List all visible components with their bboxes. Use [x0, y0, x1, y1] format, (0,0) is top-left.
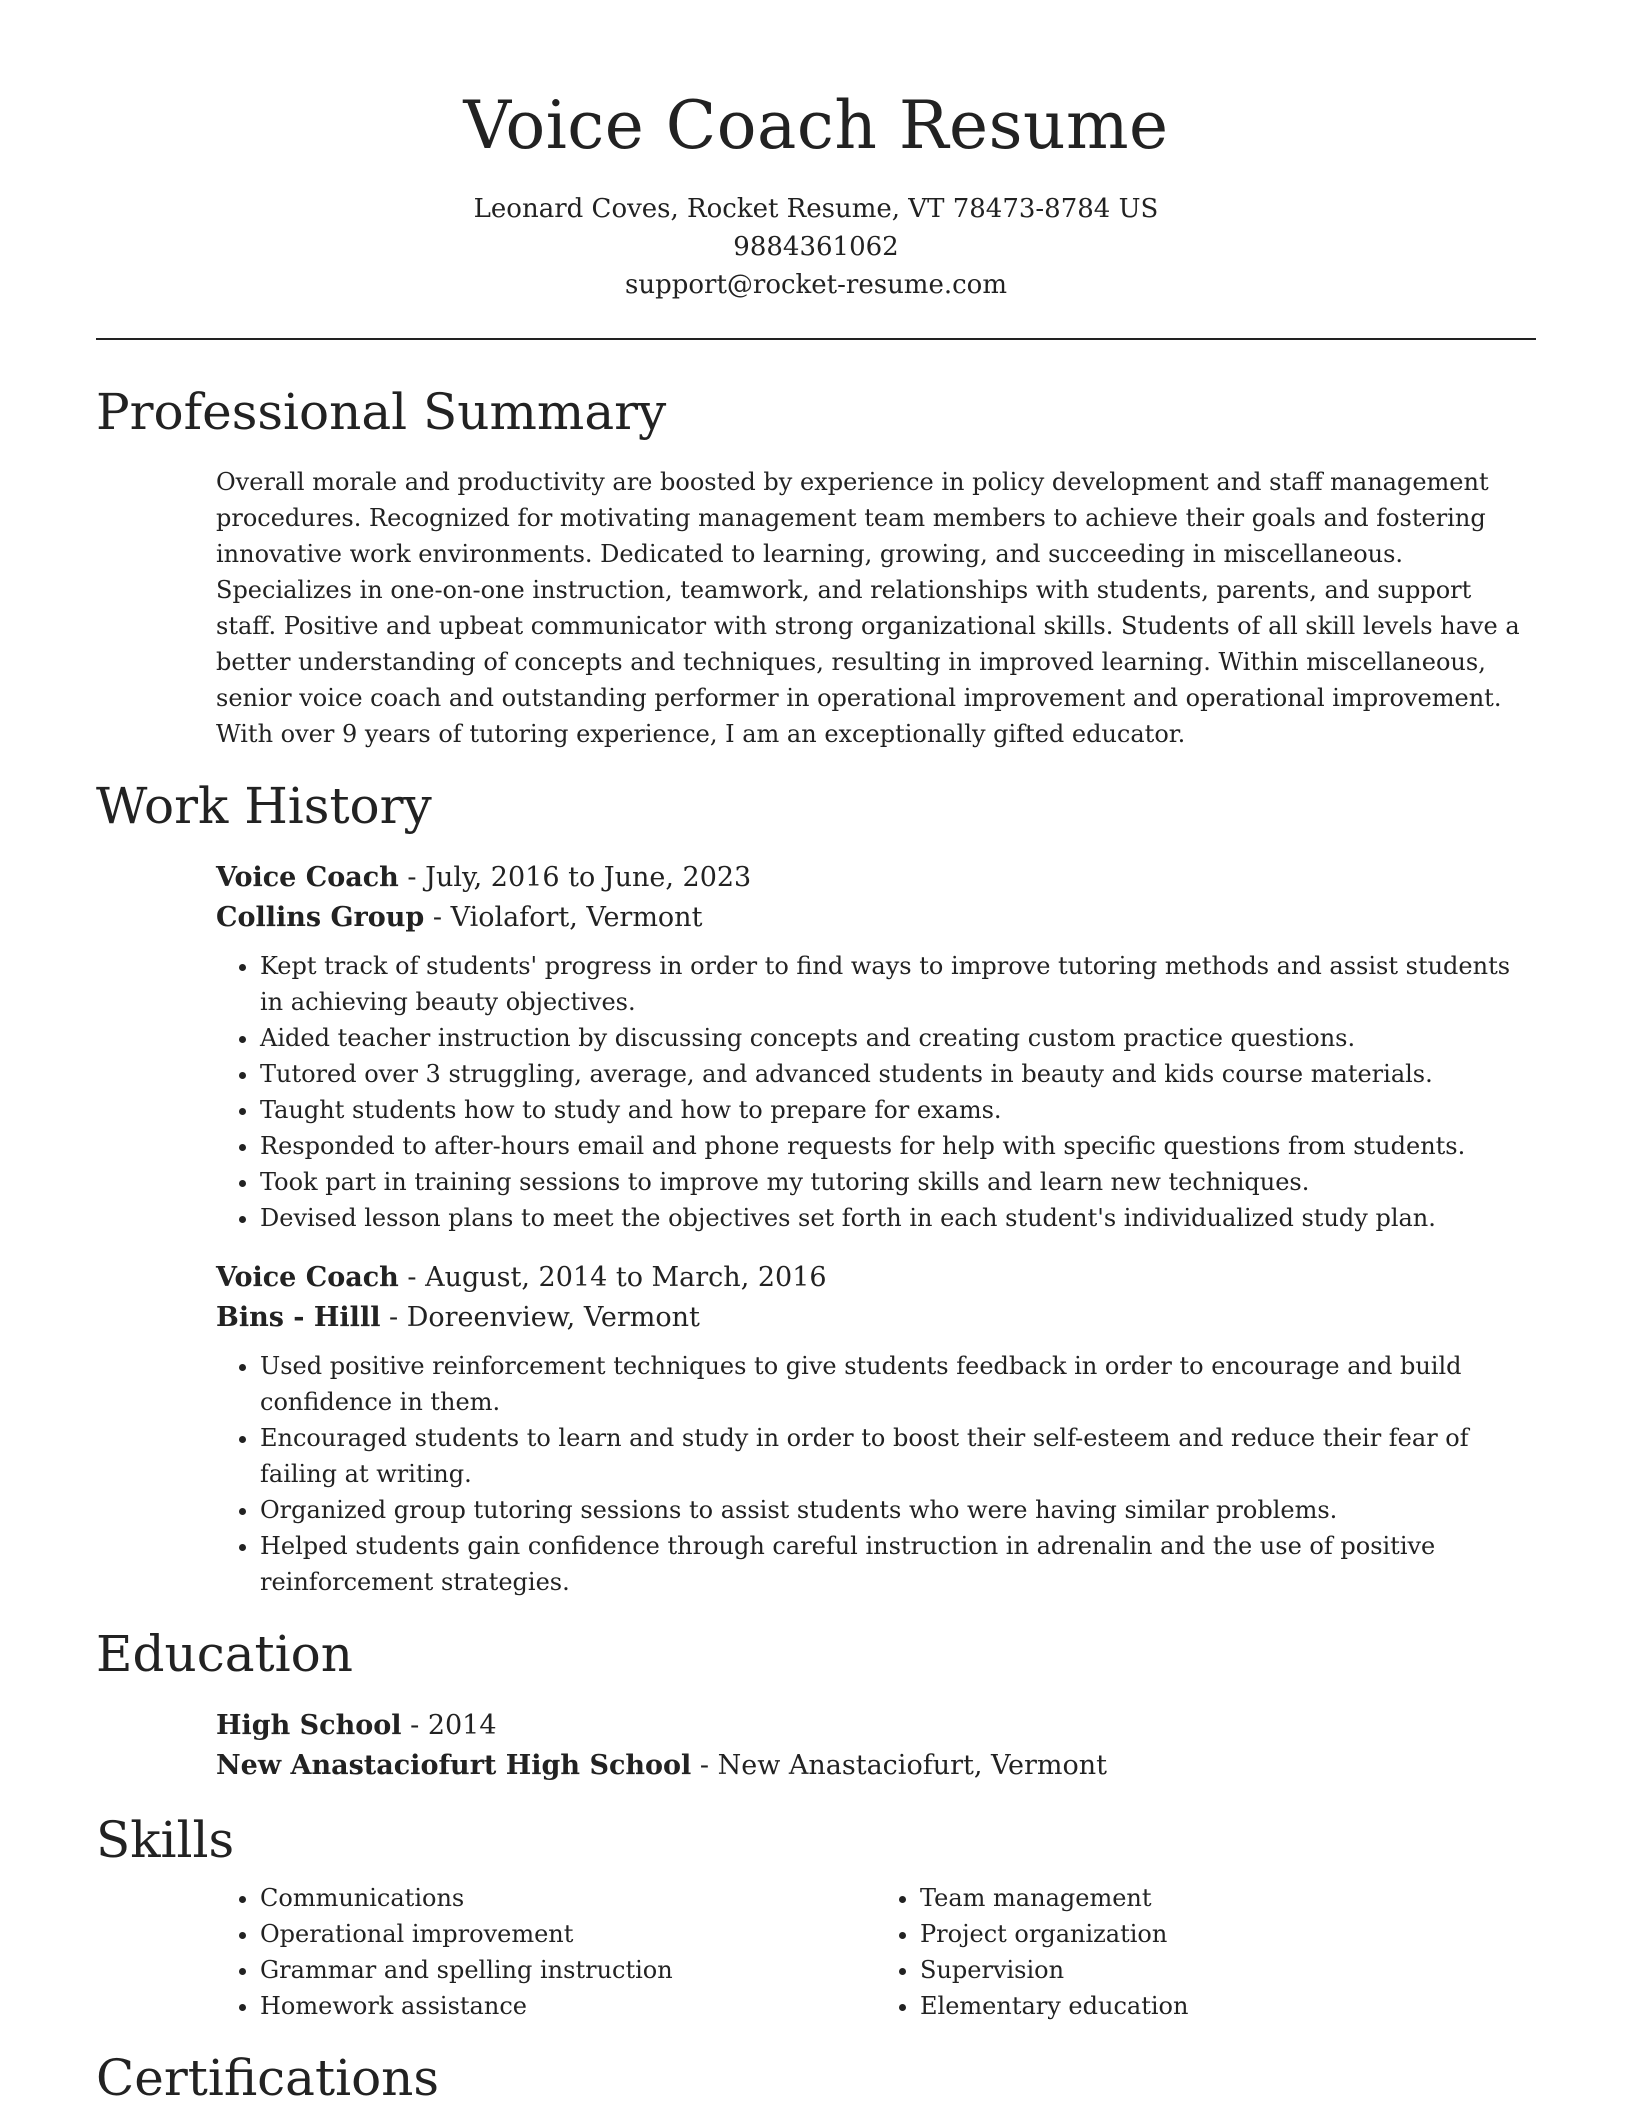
job-company-line	[216, 898, 1536, 938]
job-title: Voice Coach	[216, 1262, 399, 1293]
resume-page	[96, 0, 1536, 2108]
job-title-line	[216, 1258, 1536, 1298]
education-degree: High School	[216, 1710, 402, 1741]
job-bullet: • Responded to after-hours email and phone requests for help with specific questions from students.	[260, 1128, 1536, 1164]
education-section	[96, 1624, 1536, 1786]
skills-columns	[216, 1880, 1536, 2024]
resume-header	[96, 0, 1536, 340]
summary-text: Overall morale and productivity are boosted by experience in policy development and staff management procedures. Recognized for motivating management team members to achieve their goals and fostering innovative work environments. Dedicated to learning, growing, and succeeding in miscellaneous. Specializes in one-on-one instruction, teamwork, and relationships with students, parents, and support staff. Positive and upbeat communicator with strong organizational skills. Students of all skill levels have a better understanding of concepts and techniques, resulting in improved learning. Within miscellaneous, senior voice coach and outstanding performer in operational improvement and operational improvement. With over 9 years of tutoring experience, I am an exceptionally gifted educator.	[216, 468, 1520, 748]
job-bullet: • Encouraged students to learn and study in order to boost their self-esteem and reduce their fear of failing at writing.	[260, 1420, 1536, 1492]
contact-email: support@rocket-resume.com	[624, 270, 1007, 300]
job-bullet: • Taught students how to study and how to prepare for exams.	[260, 1092, 1536, 1128]
job-dates: - July, 2016 to June, 2023	[398, 862, 752, 893]
education-location: - New Anastaciofurt, Vermont	[691, 1750, 1108, 1781]
job-title: Voice Coach	[216, 862, 399, 893]
work-history-section	[96, 776, 1536, 1600]
contact-block	[96, 190, 1536, 304]
skill-item: • Supervision	[920, 1952, 1536, 1988]
skill-item: • Project organization	[920, 1916, 1536, 1952]
job-bullet: • Tutored over 3 struggling, average, and advanced students in beauty and kids course materials.	[260, 1056, 1536, 1092]
section-heading-education: Education	[96, 1625, 353, 1683]
skill-item: • Grammar and spelling instruction	[260, 1952, 876, 1988]
job-title-line	[216, 858, 1536, 898]
skills-section	[96, 1810, 1536, 2024]
education-degree-line	[216, 1706, 1536, 1746]
job-entry	[216, 858, 1536, 1236]
education-school: New Anastaciofurt High School	[216, 1750, 692, 1781]
skill-item: • Operational improvement	[260, 1916, 876, 1952]
job-bullet: • Aided teacher instruction by discussing concepts and creating custom practice questions.	[260, 1020, 1536, 1056]
skills-list-left	[216, 1880, 876, 2024]
job-entry	[216, 1258, 1536, 1600]
contact-phone: 9884361062	[733, 232, 899, 262]
job-bullet: • Took part in training sessions to improve my tutoring skills and learn new techniques.	[260, 1164, 1536, 1200]
certifications-section	[96, 2048, 1536, 2108]
skill-item: • Homework assistance	[260, 1988, 876, 2024]
section-heading-certifications: Certifications	[96, 2049, 440, 2107]
skill-item: • Communications	[260, 1880, 876, 1916]
job-bullet: • Organized group tutoring sessions to assist students who were having similar problems.	[260, 1492, 1536, 1528]
section-heading-skills: Skills	[96, 1811, 235, 1869]
job-company: Bins - Hilll	[216, 1302, 381, 1333]
skill-item: • Team management	[920, 1880, 1536, 1916]
job-location: - Doreenview, Vermont	[380, 1302, 700, 1333]
job-bullet: • Kept track of students' progress in order to find ways to improve tutoring methods and assist students in achieving beauty objectives.	[260, 948, 1536, 1020]
job-bullet: • Used positive reinforcement techniques to give students feedback in order to encourage and build confidence in them.	[260, 1348, 1536, 1420]
section-heading-work: Work History	[96, 777, 432, 835]
education-year: - 2014	[401, 1710, 497, 1741]
contact-address: Leonard Coves, Rocket Resume, VT 78473-8784 US	[473, 194, 1159, 224]
job-bullet: • Helped students gain confidence through careful instruction in adrenalin and the use of positive reinforcement strategies.	[260, 1528, 1536, 1600]
education-school-line	[216, 1746, 1536, 1786]
job-bullet-list	[216, 948, 1536, 1236]
resume-title: Voice Coach Resume	[463, 87, 1169, 164]
section-heading-summary: Professional Summary	[96, 383, 667, 441]
job-dates: - August, 2014 to March, 2016	[398, 1262, 827, 1293]
skill-item: • Elementary education	[920, 1988, 1536, 2024]
job-location: - Violafort, Vermont	[424, 902, 703, 933]
skills-list-right	[876, 1880, 1536, 2024]
job-bullet-list	[216, 1348, 1536, 1600]
professional-summary-section	[96, 382, 1536, 752]
job-bullet: • Devised lesson plans to meet the objectives set forth in each student's individualized study plan.	[260, 1200, 1536, 1236]
job-company-line	[216, 1298, 1536, 1338]
header-divider	[96, 338, 1536, 340]
job-company: Collins Group	[216, 902, 425, 933]
